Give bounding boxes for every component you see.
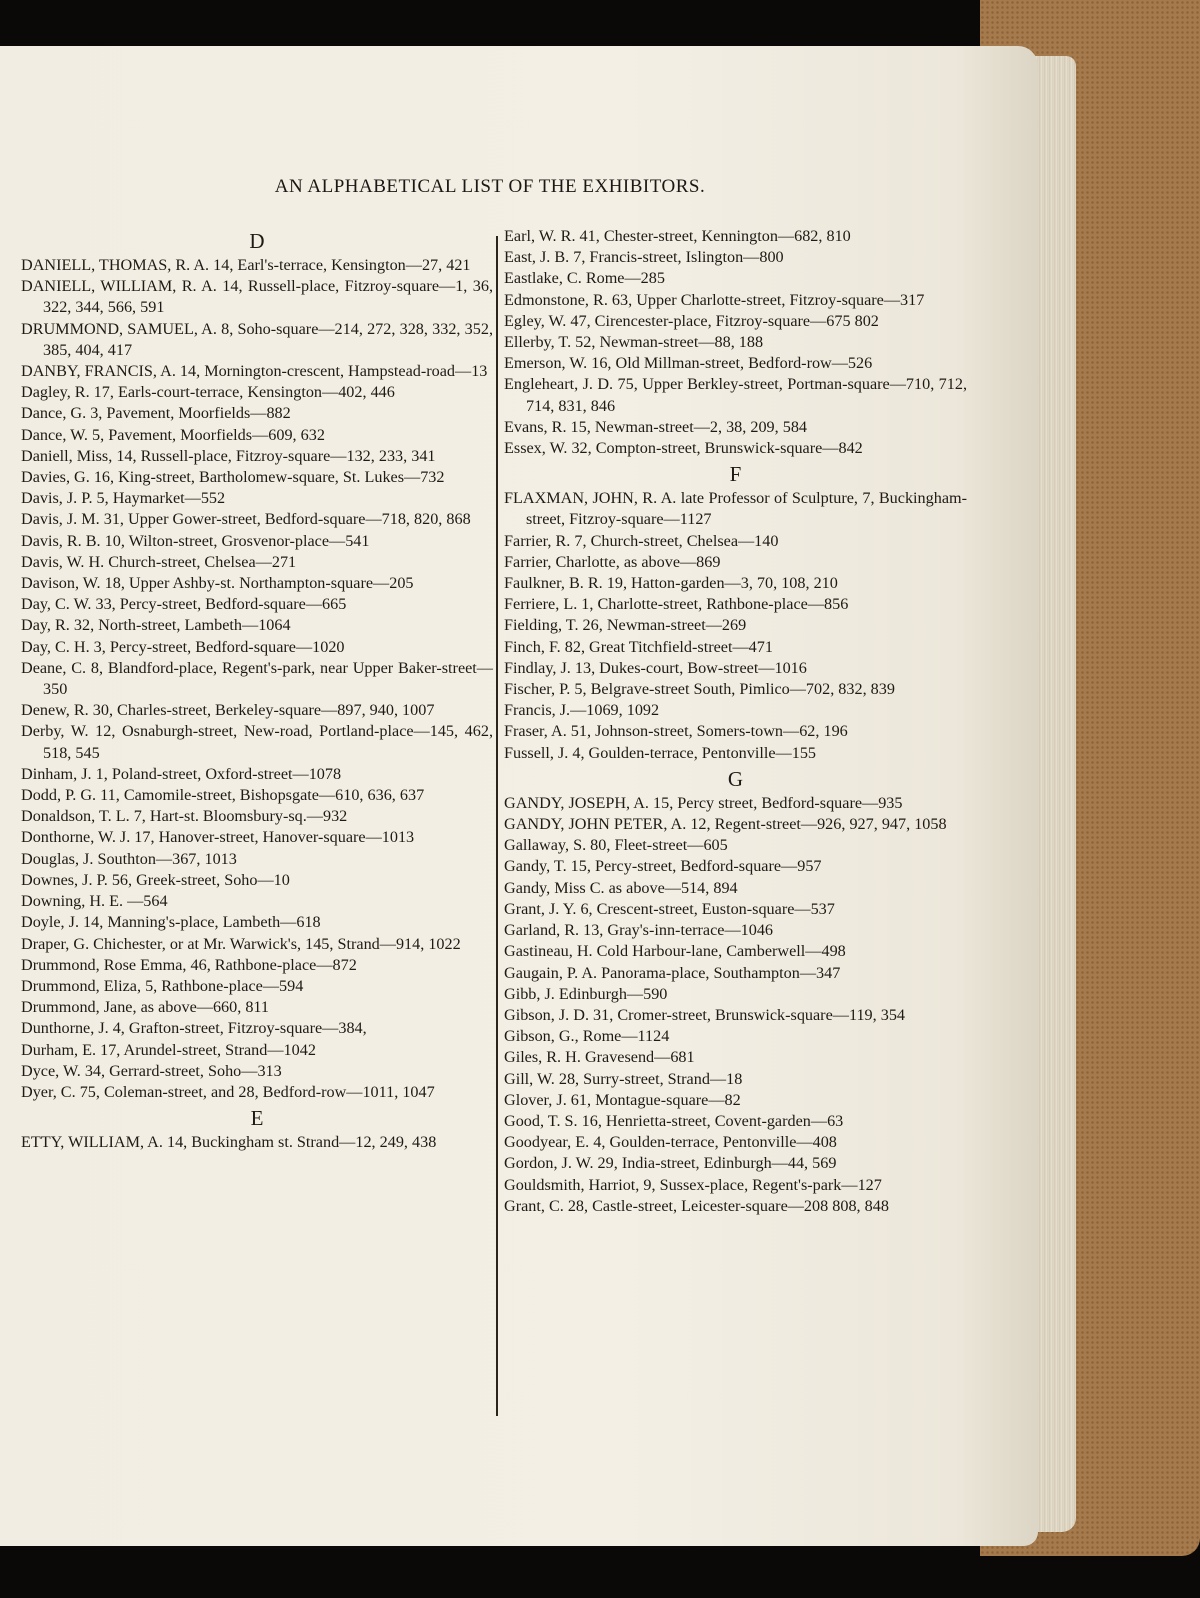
exhibitor-entry: Gandy, Miss C. as above—514, 894 xyxy=(504,878,738,897)
exhibitor-entry: Douglas, J. Southton—367, 1013 xyxy=(21,849,237,868)
exhibitor-entry: Gastineau, H. Cold Harbour-lane, Camberwell—498 xyxy=(504,942,846,961)
exhibitor-entry: Draper, G. Chichester, or at Mr. Warwick's, 145, Strand—914, 1022 xyxy=(21,934,461,953)
exhibitor-entry: Egley, W. 47, Cirencester-place, Fitzroy-square—675 802 xyxy=(504,311,879,330)
exhibitor-entry: Farrier, Charlotte, as above—869 xyxy=(504,552,721,571)
exhibitor-entry: Fussell, J. 4, Goulden-terrace, Pentonville—155 xyxy=(504,743,817,762)
exhibitor-entry: Gibb, J. Edinburgh—590 xyxy=(504,984,668,1003)
section-letter-f: F xyxy=(729,462,742,487)
exhibitor-entry: Dunthorne, J. 4, Grafton-street, Fitzroy-square—384, xyxy=(21,1019,367,1038)
exhibitor-entry: Edmonstone, R. 63, Upper Charlotte-street, Fitzroy-square—317 xyxy=(504,290,925,309)
exhibitor-entry: Earl, W. R. 41, Chester-street, Kennington—682, 810 xyxy=(504,227,851,245)
exhibitor-entry: Emerson, W. 16, Old Millman-street, Bedford-row—526 xyxy=(504,354,873,373)
exhibitor-entry: Finch, F. 82, Great Titchfield-street—471 xyxy=(504,637,773,656)
exhibitor-entry: Dodd, P. G. 11, Camomile-street, Bishopsgate—610, 636, 637 xyxy=(21,786,425,805)
entries-g xyxy=(504,793,967,1217)
exhibitor-entry: FLAXMAN, JOHN, R. A. late Professor of Sculpture, 7, Buckingham-street, Fitzroy-square—1127 xyxy=(504,489,967,529)
exhibitor-entry: Derby, W. 12, Osnaburgh-street, New-road, Portland-place—145, 462, 518, 545 xyxy=(21,722,493,762)
exhibitor-entry: Gandy, T. 15, Percy-street, Bedford-square—957 xyxy=(504,857,822,876)
exhibitor-entry: Fraser, A. 51, Johnson-street, Somers-town—62, 196 xyxy=(504,722,848,741)
section-letter-e: E xyxy=(250,1106,264,1131)
exhibitor-entry: Downes, J. P. 56, Greek-street, Soho—10 xyxy=(21,870,290,889)
exhibitor-entry: Daniell, Miss, 14, Russell-place, Fitzroy-square—132, 233, 341 xyxy=(21,446,436,465)
exhibitor-entry: Garland, R. 13, Gray's-inn-terrace—1046 xyxy=(504,921,774,940)
exhibitor-entry: Evans, R. 15, Newman-street—2, 38, 209, 584 xyxy=(504,417,808,436)
entries-e-left xyxy=(21,1132,493,1153)
exhibitor-entry: Donaldson, T. L. 7, Hart-st. Bloomsbury-sq.—932 xyxy=(21,807,348,826)
exhibitor-entry: ETTY, WILLIAM, A. 14, Buckingham st. Strand—12, 249, 438 xyxy=(21,1133,437,1152)
exhibitor-entry: DRUMMOND, SAMUEL, A. 8, Soho-square—214, 272, 328, 332, 352, 385, 404, 417 xyxy=(21,319,493,359)
exhibitor-entry: Davis, W. H. Church-street, Chelsea—271 xyxy=(21,552,297,571)
exhibitor-entry: Ellerby, T. 52, Newman-street—88, 188 xyxy=(504,333,764,352)
exhibitor-entry: Faulkner, B. R. 19, Hatton-garden—3, 70, 108, 210 xyxy=(504,574,838,593)
exhibitor-entry: DANBY, FRANCIS, A. 14, Mornington-crescent, Hampstead-road—13 xyxy=(21,362,488,381)
exhibitor-entry: Dyce, W. 34, Gerrard-street, Soho—313 xyxy=(21,1061,282,1080)
exhibitor-entry: Dance, W. 5, Pavement, Moorfields—609, 632 xyxy=(21,425,325,444)
exhibitor-entry: Fielding, T. 26, Newman-street—269 xyxy=(504,616,747,635)
exhibitor-entry: Fischer, P. 5, Belgrave-street South, Pimlico—702, 832, 839 xyxy=(504,680,895,699)
entries-d xyxy=(21,255,493,1103)
exhibitor-entry: GANDY, JOHN PETER, A. 12, Regent-street—926, 927, 947, 1058 xyxy=(504,815,947,834)
exhibitor-entry: Francis, J.—1069, 1092 xyxy=(504,701,660,720)
exhibitor-entry: Dyer, C. 75, Coleman-street, and 28, Bedford-row—1011, 1047 xyxy=(21,1082,435,1101)
exhibitor-entry: Eastlake, C. Rome—285 xyxy=(504,269,665,288)
right-column xyxy=(504,226,967,1217)
exhibitor-entry: Davis, J. P. 5, Haymarket—552 xyxy=(21,489,226,508)
exhibitor-entry: Day, R. 32, North-street, Lambeth—1064 xyxy=(21,616,291,635)
exhibitor-entry: Gill, W. 28, Surry-street, Strand—18 xyxy=(504,1069,743,1088)
exhibitor-entry: Drummond, Eliza, 5, Rathbone-place—594 xyxy=(21,976,304,995)
column-divider xyxy=(496,236,498,1416)
exhibitor-entry: Downing, H. E. —564 xyxy=(21,892,168,911)
exhibitor-entry: Drummond, Rose Emma, 46, Rathbone-place—872 xyxy=(21,955,357,974)
exhibitor-entry: GANDY, JOSEPH, A. 15, Percy street, Bedford-square—935 xyxy=(504,793,903,812)
exhibitor-entry: Grant, J. Y. 6, Crescent-street, Euston-square—537 xyxy=(504,899,835,918)
entries-f xyxy=(504,488,967,764)
exhibitor-entry: Farrier, R. 7, Church-street, Chelsea—140 xyxy=(504,531,779,550)
exhibitor-entry: Denew, R. 30, Charles-street, Berkeley-square—897, 940, 1007 xyxy=(21,701,435,720)
exhibitor-entry: Gibson, G., Rome—1124 xyxy=(504,1027,670,1046)
exhibitor-entry: Day, C. W. 33, Percy-street, Bedford-square—665 xyxy=(21,595,347,614)
exhibitor-entry: Durham, E. 17, Arundel-street, Strand—1042 xyxy=(21,1040,316,1059)
exhibitor-entry: Gibson, J. D. 31, Cromer-street, Brunswick-square—119, 354 xyxy=(504,1005,906,1024)
exhibitor-entry: Good, T. S. 16, Henrietta-street, Covent-garden—63 xyxy=(504,1111,844,1130)
exhibitor-entry: East, J. B. 7, Francis-street, Islington—800 xyxy=(504,248,784,267)
section-letter-g: G xyxy=(727,766,744,791)
exhibitor-entry: Dinham, J. 1, Poland-street, Oxford-street—1078 xyxy=(21,764,342,783)
left-column xyxy=(21,226,493,1153)
exhibitor-entry: Gordon, J. W. 29, India-street, Edinburgh—44, 569 xyxy=(504,1154,837,1173)
exhibitor-entry: Ferriere, L. 1, Charlotte-street, Rathbone-place—856 xyxy=(504,595,849,614)
exhibitor-entry: Davis, J. M. 31, Upper Gower-street, Bedford-square—718, 820, 868 xyxy=(21,510,471,529)
exhibitor-entry: Gouldsmith, Harriot, 9, Sussex-place, Regent's-park—127 xyxy=(504,1175,882,1194)
exhibitor-entry: Giles, R. H. Gravesend—681 xyxy=(504,1048,695,1067)
exhibitor-entry: Drummond, Jane, as above—660, 811 xyxy=(21,998,270,1017)
exhibitor-entry: Goodyear, E. 4, Goulden-terrace, Pentonville—408 xyxy=(504,1133,837,1152)
exhibitor-entry: Findlay, J. 13, Dukes-court, Bow-street—1016 xyxy=(504,658,807,677)
exhibitor-entry: DANIELL, THOMAS, R. A. 14, Earl's-terrace, Kensington—27, 421 xyxy=(21,256,471,274)
exhibitor-entry: DANIELL, WILLIAM, R. A. 14, Russell-place, Fitzroy-square—1, 36, 322, 344, 566, 591 xyxy=(21,277,493,317)
exhibitor-entry: Davies, G. 16, King-street, Bartholomew-square, St. Lukes—732 xyxy=(21,468,445,487)
exhibitor-entry: Davis, R. B. 10, Wilton-street, Grosvenor-place—541 xyxy=(21,531,370,550)
exhibitor-entry: Dagley, R. 17, Earls-court-terrace, Kensington—402, 446 xyxy=(21,383,395,402)
exhibitor-entry: Glover, J. 61, Montague-square—82 xyxy=(504,1090,741,1109)
exhibitor-entry: Deane, C. 8, Blandford-place, Regent's-park, near Upper Baker-street—350 xyxy=(21,658,493,699)
exhibitor-entry: Gallaway, S. 80, Fleet-street—605 xyxy=(504,836,728,855)
exhibitor-entry: Dance, G. 3, Pavement, Moorfields—882 xyxy=(21,404,291,423)
exhibitor-entry: Donthorne, W. J. 17, Hanover-street, Hanover-square—1013 xyxy=(21,828,415,847)
exhibitor-entry: Essex, W. 32, Compton-street, Brunswick-square—842 xyxy=(504,439,863,458)
page-heading: AN ALPHABETICAL LIST OF THE EXHIBITORS. xyxy=(274,176,706,197)
exhibitor-entry: Gaugain, P. A. Panorama-place, Southampton—347 xyxy=(504,963,841,982)
exhibitor-entry: Engleheart, J. D. 75, Upper Berkley-street, Portman-square—710, 712, 714, 831, 846 xyxy=(504,375,967,415)
exhibitor-entry: Doyle, J. 14, Manning's-place, Lambeth—618 xyxy=(21,913,321,932)
section-letter-d: D xyxy=(249,229,265,253)
entries-e-right xyxy=(504,226,967,459)
exhibitor-entry: Day, C. H. 3, Percy-street, Bedford-square—1020 xyxy=(21,637,345,656)
exhibitor-entry: Grant, C. 28, Castle-street, Leicester-square—208 808, 848 xyxy=(504,1196,889,1215)
exhibitor-entry: Davison, W. 18, Upper Ashby-st. Northampton-square—205 xyxy=(21,574,414,593)
